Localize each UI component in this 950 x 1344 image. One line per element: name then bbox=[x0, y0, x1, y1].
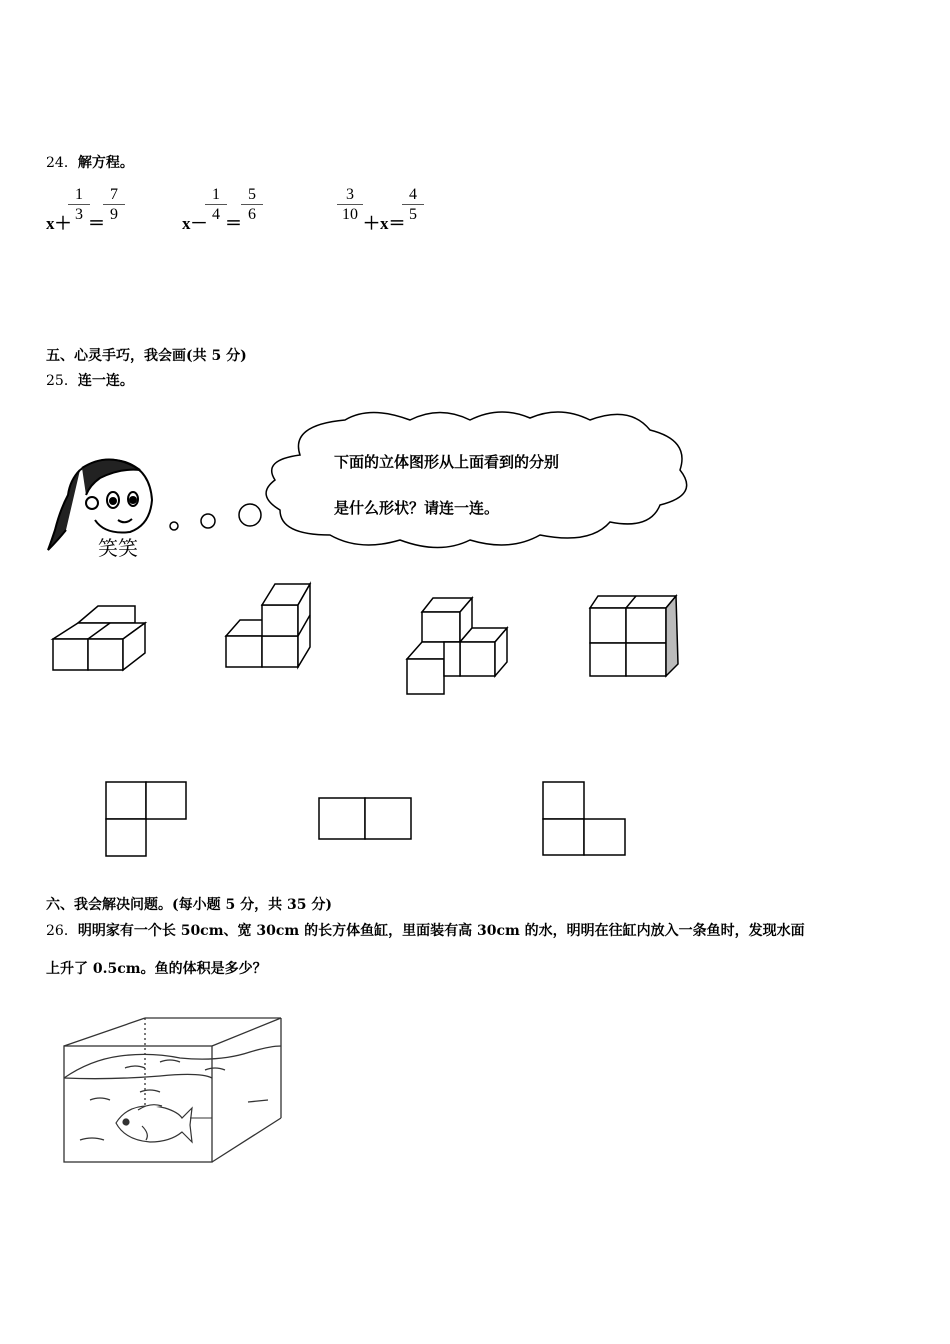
eq1-f1-numerator: 1 bbox=[68, 186, 90, 205]
eq3-middle: ＋x＝ bbox=[363, 214, 406, 233]
eq2-f2-numerator: 5 bbox=[241, 186, 263, 205]
bubble-line-2: 是什么形状？请连一连。 bbox=[334, 499, 500, 517]
eq3-f2-denominator: 5 bbox=[409, 206, 417, 223]
eq2-f1-denominator: 4 bbox=[212, 206, 220, 223]
q25-number: 25． bbox=[46, 373, 78, 389]
eq2-var: x－ bbox=[182, 214, 208, 233]
eq1-f1-denominator: 3 bbox=[75, 206, 83, 223]
q26-number: 26． bbox=[46, 923, 78, 939]
section6-title: 六、我会解决问题。(每小题 5 分，共 35 分) bbox=[46, 897, 332, 913]
eq3-f2-numerator: 4 bbox=[402, 186, 424, 205]
eq1-f2-denominator: 9 bbox=[110, 206, 118, 223]
eq2-f2-denominator: 6 bbox=[248, 206, 256, 223]
character-name: 笑笑 bbox=[98, 536, 138, 560]
eq1-equals: ＝ bbox=[88, 214, 105, 233]
eq1-f2-numerator: 7 bbox=[103, 186, 125, 205]
eq3-f1-numerator: 3 bbox=[337, 186, 363, 205]
q24-number: 24． bbox=[46, 155, 78, 171]
bubble-line-1: 下面的立体图形从上面看到的分别 bbox=[334, 453, 560, 471]
section5-title: 五、心灵手巧，我会画(共 5 分) bbox=[46, 348, 247, 364]
fish-icon bbox=[116, 1105, 192, 1142]
q25-title: 连一连。 bbox=[77, 373, 134, 389]
q24-title: 解方程。 bbox=[77, 155, 134, 171]
q26-text-1: 明明家有一个长 50cm、宽 30cm 的长方体鱼缸，里面装有高 30cm 的水，明明在往缸内放入一条鱼时，发现水面 bbox=[77, 923, 805, 939]
eq2-f1-numerator: 1 bbox=[205, 186, 227, 205]
q26-line-2: 上升了 0.5cm。鱼的体积是多少？ bbox=[46, 961, 267, 977]
eq3-f1-denominator: 10 bbox=[342, 206, 358, 223]
eq2-equals: ＝ bbox=[225, 214, 242, 233]
eq1-var: x＋ bbox=[46, 214, 72, 233]
